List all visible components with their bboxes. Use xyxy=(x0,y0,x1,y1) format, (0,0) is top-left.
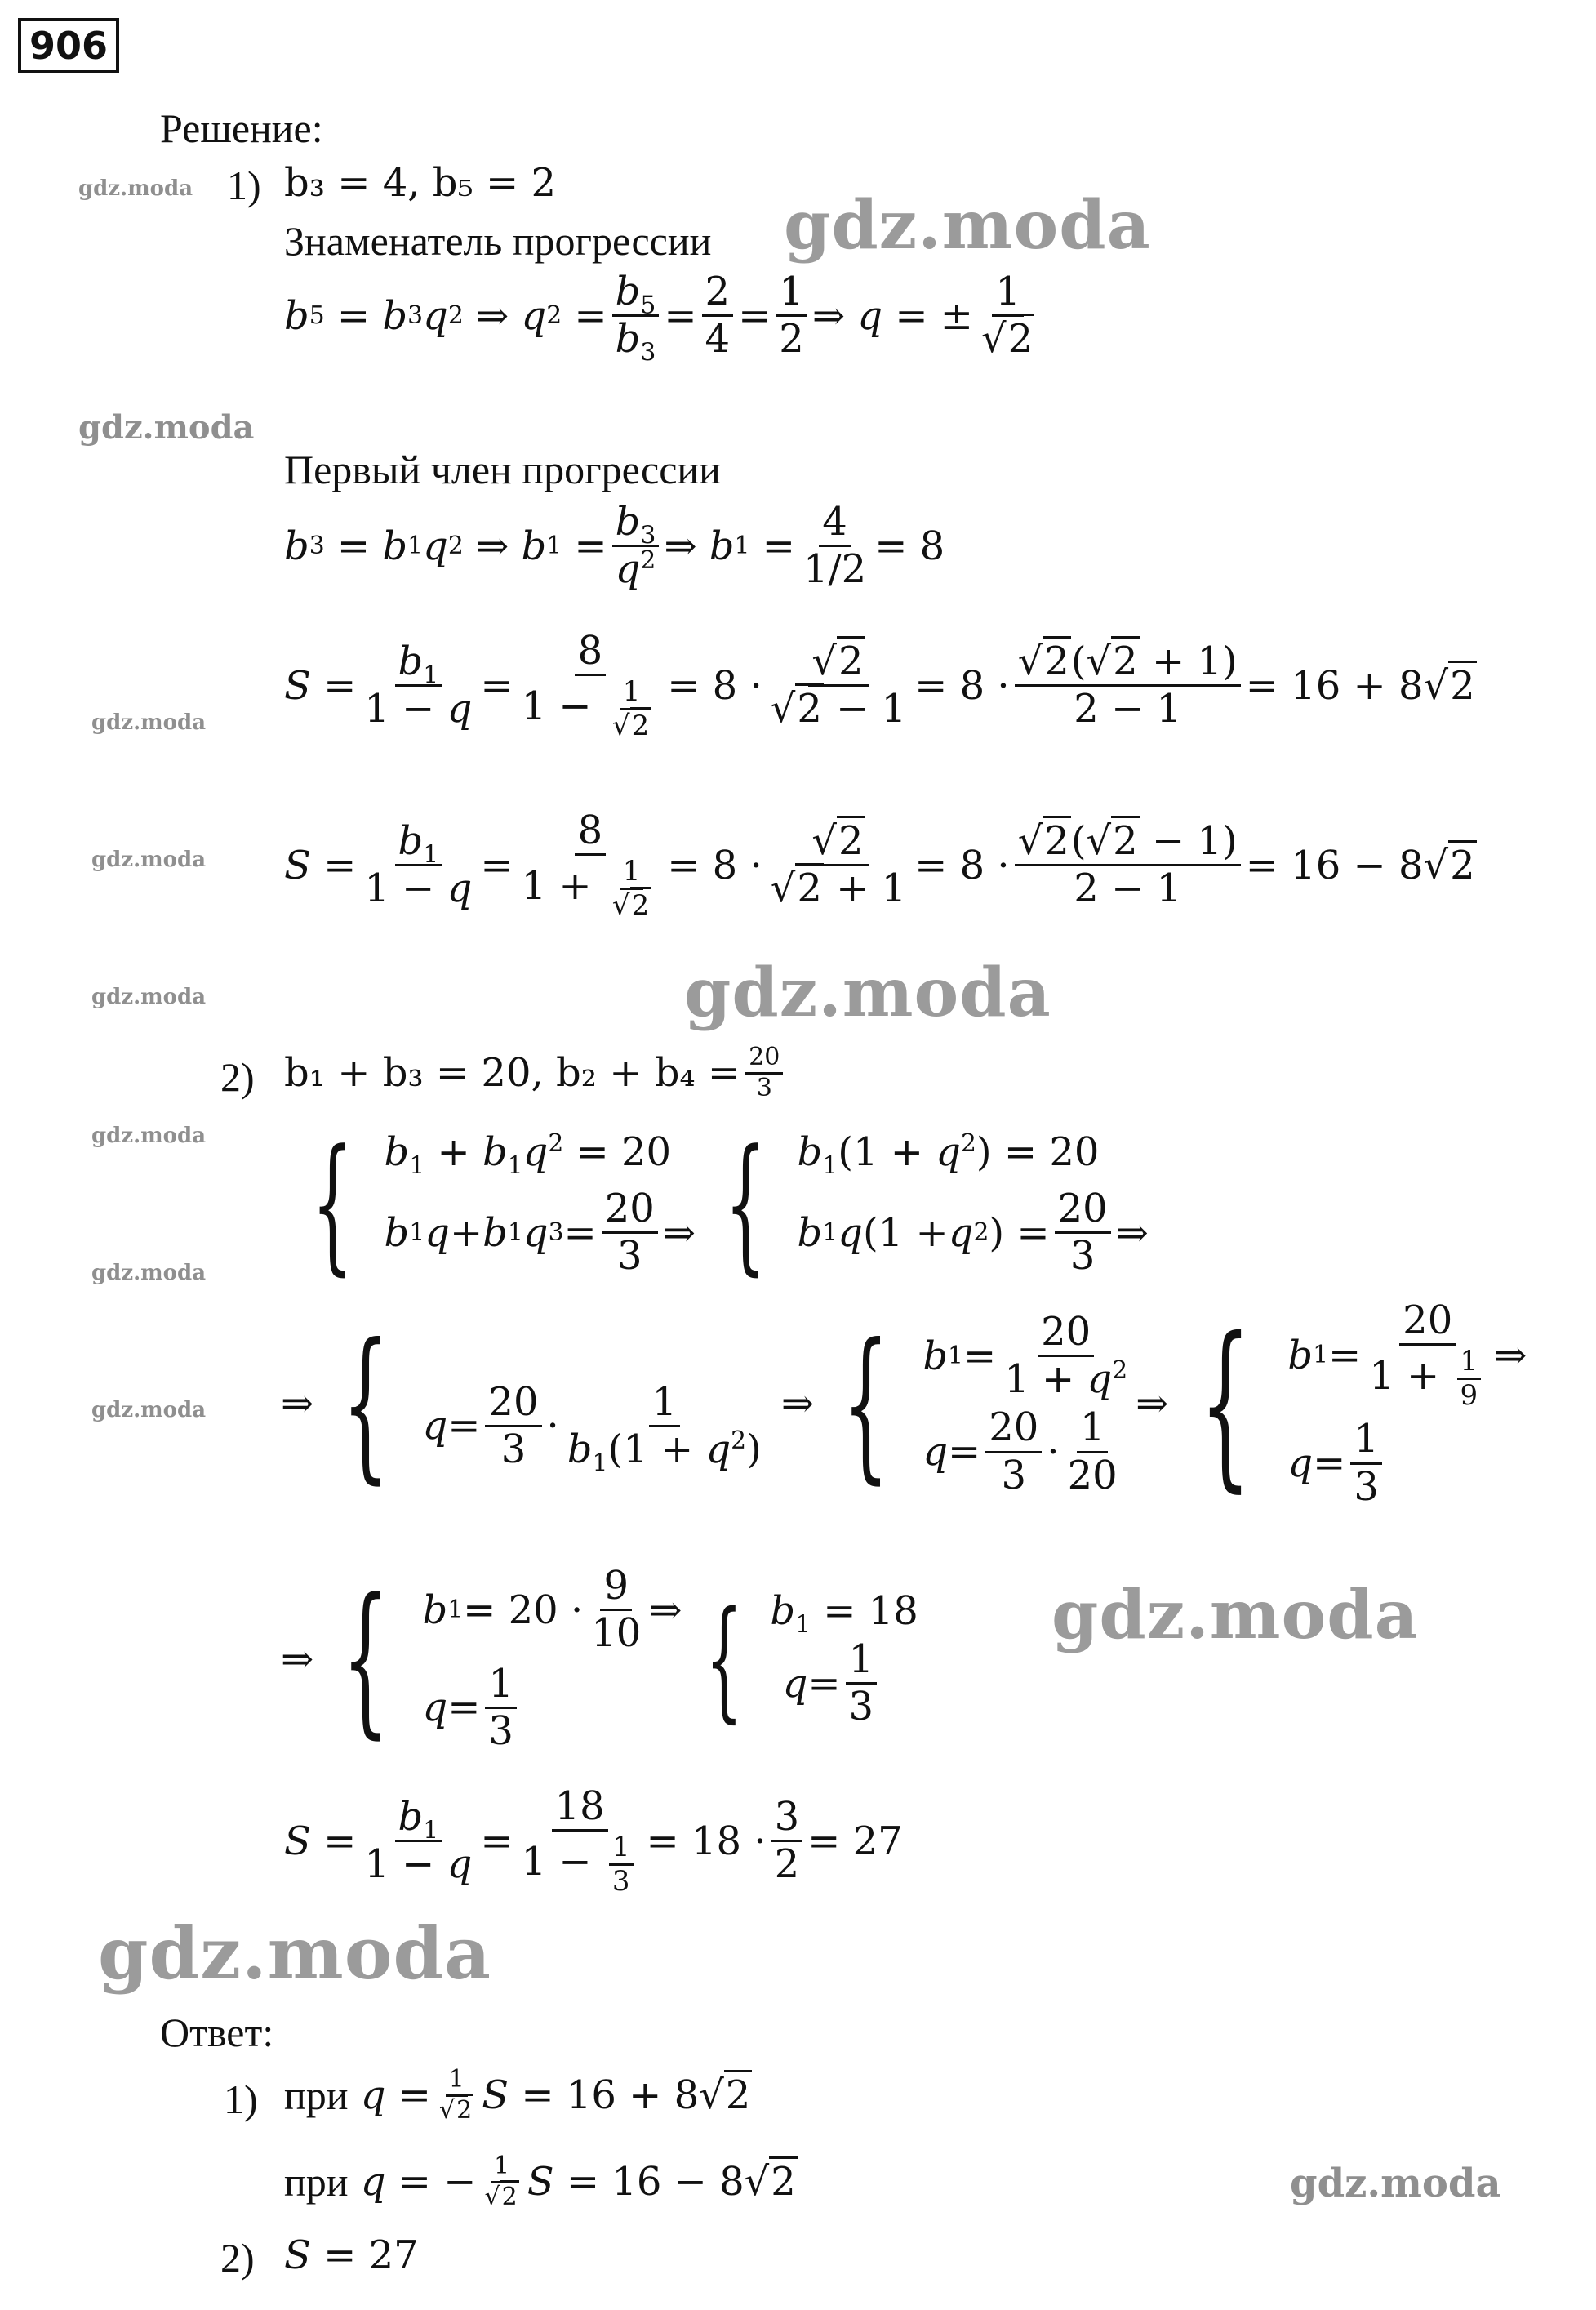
answer-1b: при q = − $\frac{1}{√2}$ S = 16 − 8√ 2 xyxy=(284,2152,796,2211)
watermark-small: gdz.moda xyxy=(91,985,207,1009)
p1-sum-minus: S = $\frac{b_1}{1 - q}$ = 8 1 + $\frac{1}{√2}$ = 8 · $\frac{√2}{√2 + 1}$ = 8 · $\frac{√2(√2 - 1)}{2 - 1}$ = 16 − 8√ 2 xyxy=(284,808,1475,923)
p2-given-lhs: b₁ + b₃ = 20, b₂ + b₄ = xyxy=(284,1050,741,1096)
watermark-large: gdz.moda xyxy=(684,954,1051,1032)
solution-label: Решение: xyxy=(160,105,323,151)
watermark-small: gdz.moda xyxy=(78,176,193,201)
answer-2: S = 27 xyxy=(284,2232,419,2278)
watermark-small: gdz.moda xyxy=(91,848,207,872)
watermark-large: gdz.moda xyxy=(784,186,1151,265)
p2-system-1: { $b_1 + b_1q^2 = 20$ b 1 q + b 1 q 3 = $\frac{20}{3}$ ⇒ { $b_1(1 + q^2) = 20$ b 1 q (1 + q 2 ) = $\frac{20}{3}$ ⇒ xyxy=(311,1119,1149,1289)
part1-label: 1) xyxy=(227,162,261,208)
p1-given: b₃ = 4, b₅ = 2 xyxy=(284,160,556,206)
answer-1a: при q = $\frac{1}{√2}$ S = 16 + 8√ 2 xyxy=(284,2065,751,2125)
answer-1-label: 1) xyxy=(224,2076,258,2122)
watermark-small: gdz.moda xyxy=(78,408,255,447)
part2-label: 2) xyxy=(220,1054,255,1100)
watermark-large: gdz.moda xyxy=(98,1911,492,1996)
watermark-small: gdz.moda xyxy=(1290,2161,1501,2206)
watermark-small: gdz.moda xyxy=(91,710,207,735)
answer-1a-pre: при xyxy=(284,2072,349,2118)
answer-2-label: 2) xyxy=(220,2235,255,2281)
p2-sum: S = $\frac{b_1}{1 - q}$ = 18 1 − $\frac{1}{3}$ = 18 · $\frac{3}{2}$ = 27 xyxy=(284,1783,903,1898)
watermark-small: gdz.moda xyxy=(91,1398,207,1422)
p2-given: b₁ + b₃ = 20, b₂ + b₄ = $\frac{20}{3}$ xyxy=(284,1044,788,1102)
p2-system-3: ⇒ { b 1 = 20 · $\frac{9}{10}$ ⇒ q = $\frac{1}{3}$ { $b_1 = 18$ q = $\frac{1}{3}$ xyxy=(281,1563,918,1754)
answer-label: Ответ: xyxy=(160,2010,274,2055)
watermark-large: gdz.moda xyxy=(1051,1576,1419,1654)
watermark-small: gdz.moda xyxy=(91,1124,207,1148)
p2-system-2: ⇒ { q = $\frac{20}{3}$ · $\frac{1}{b_1(1 + q^2)}$ ⇒ { b 1 = $\frac{20}{1 + q^2}$ q = $\frac{20}{3}$ · $\frac{1}{20}$ ⇒ { b 1 = 20 1 + $\frac{1}{9}$ ⇒ q = $\frac{1}{3}$ xyxy=(281,1297,1527,1510)
watermark-small: gdz.moda xyxy=(91,1261,207,1285)
p1-denominator-label: Знаменатель прогрессии xyxy=(284,218,712,264)
p1-sum-plus: S = $\frac{b_1}{1 - q}$ = 8 1 − $\frac{1}{√2}$ = 8 · $\frac{√2}{√2 - 1}$ = 8 · $\frac{√2(√2 + 1)}{2 - 1}$ = 16 + 8√ 2 xyxy=(284,628,1475,743)
p1-formula-b1: b 3 = b 1 q 2 ⇒ b 1 = $\frac{b_3}{q^2}$ ⇒ b 1 = $\frac{4}{1/2}$ = 8 xyxy=(284,499,945,593)
problem-number: 906 xyxy=(18,18,119,73)
answer-1b-pre: при xyxy=(284,2159,349,2205)
p1-formula-q: b 5 = b 3 q 2 ⇒ q 2 = $\frac{b_5}{b_3}$ = $\frac{2}{4}$ = $\frac{1}{2}$ ⇒ q = ± $\frac{1}{√2}$ xyxy=(284,269,1034,367)
p1-first-term-label: Первый член прогрессии xyxy=(284,447,721,492)
